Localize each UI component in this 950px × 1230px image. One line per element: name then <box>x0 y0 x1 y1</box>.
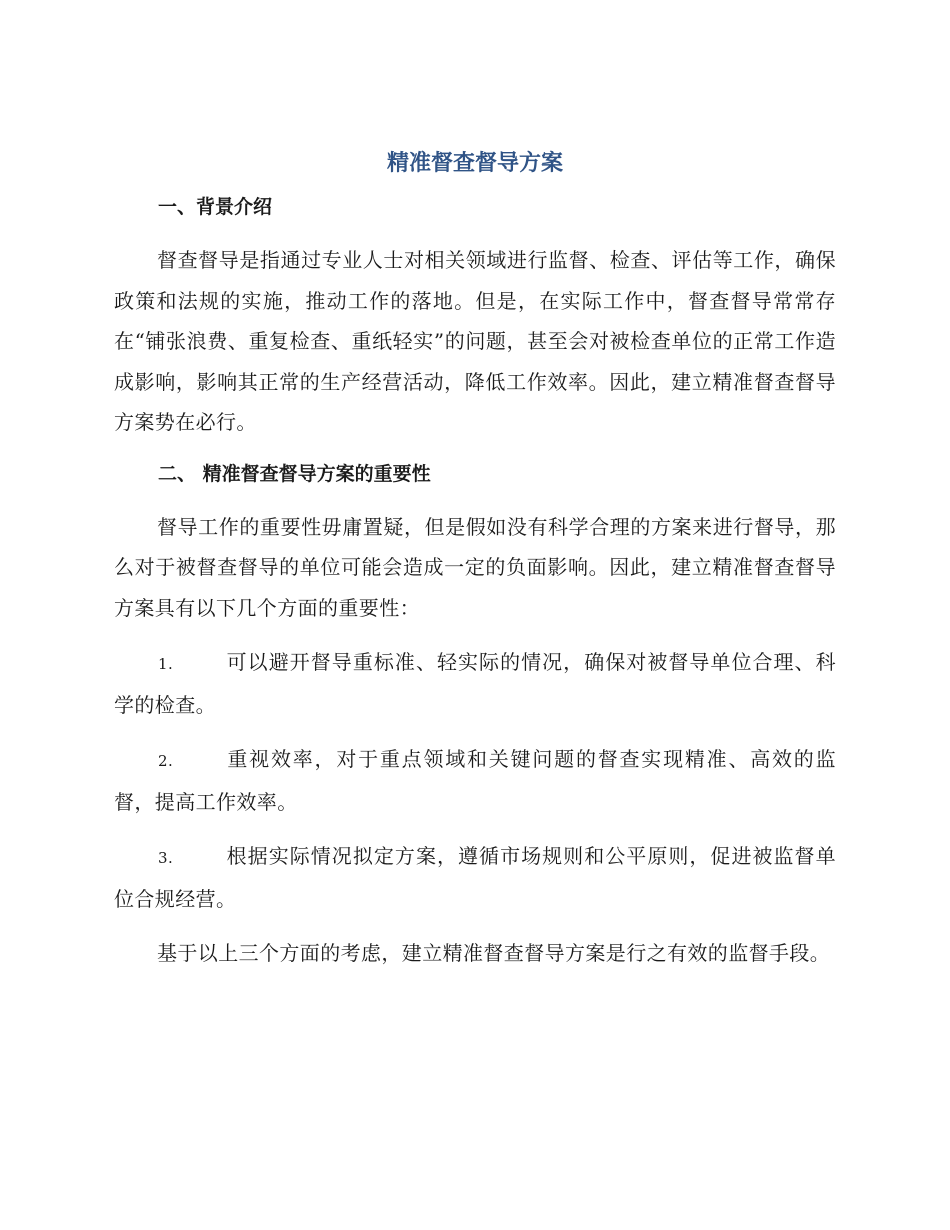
section-2-heading: 二、 精准督查督导方案的重要性 <box>158 462 431 485</box>
list-item <box>114 739 836 822</box>
section-2-conclusion: 基于以上三个方面的考虑，建立精准督查督导方案是行之有效的监督手段。 <box>157 941 831 965</box>
list-item-number: 2. <box>158 752 174 770</box>
list-item-text: 根据实际情况拟定方案，遵循市场规则和公平原则，促进被监督单位合规经营。 <box>114 844 836 911</box>
list-item <box>114 836 836 919</box>
list-item-text: 可以避开督导重标准、轻实际的情况，确保对被督导单位合理、科学的检查。 <box>114 650 836 717</box>
list-item-number: 3. <box>158 849 174 867</box>
list-item-number: 1. <box>158 655 174 673</box>
list-item-text: 重视效率，对于重点领域和关键问题的督查实现精准、高效的监督，提高工作效率。 <box>114 747 836 814</box>
list-item <box>114 642 836 725</box>
section-1-heading: 一、背景介绍 <box>158 196 273 218</box>
section-1-paragraph: 督查督导是指通过专业人士对相关领域进行监督、检查、评估等工作，确保政策和法规的实施，推动工作的落地。但是，在实际工作中，督查督导常常存在“铺张浪费、重复检查、重纸轻实”的问题，甚至会对被检查单位的正常工作造成影响，影响其正常的生产经营活动，降低工作效率。因此，建立精准督查督导方案势在必行。 <box>114 248 836 434</box>
section-2-intro: 督导工作的重要性毋庸置疑，但是假如没有科学合理的方案来进行督导，那么对于被督查督导的单位可能会造成一定的负面影响。因此，建立精准督查督导方案具有以下几个方面的重要性： <box>114 514 836 620</box>
document-title: 精准督查督导方案 <box>386 151 563 176</box>
